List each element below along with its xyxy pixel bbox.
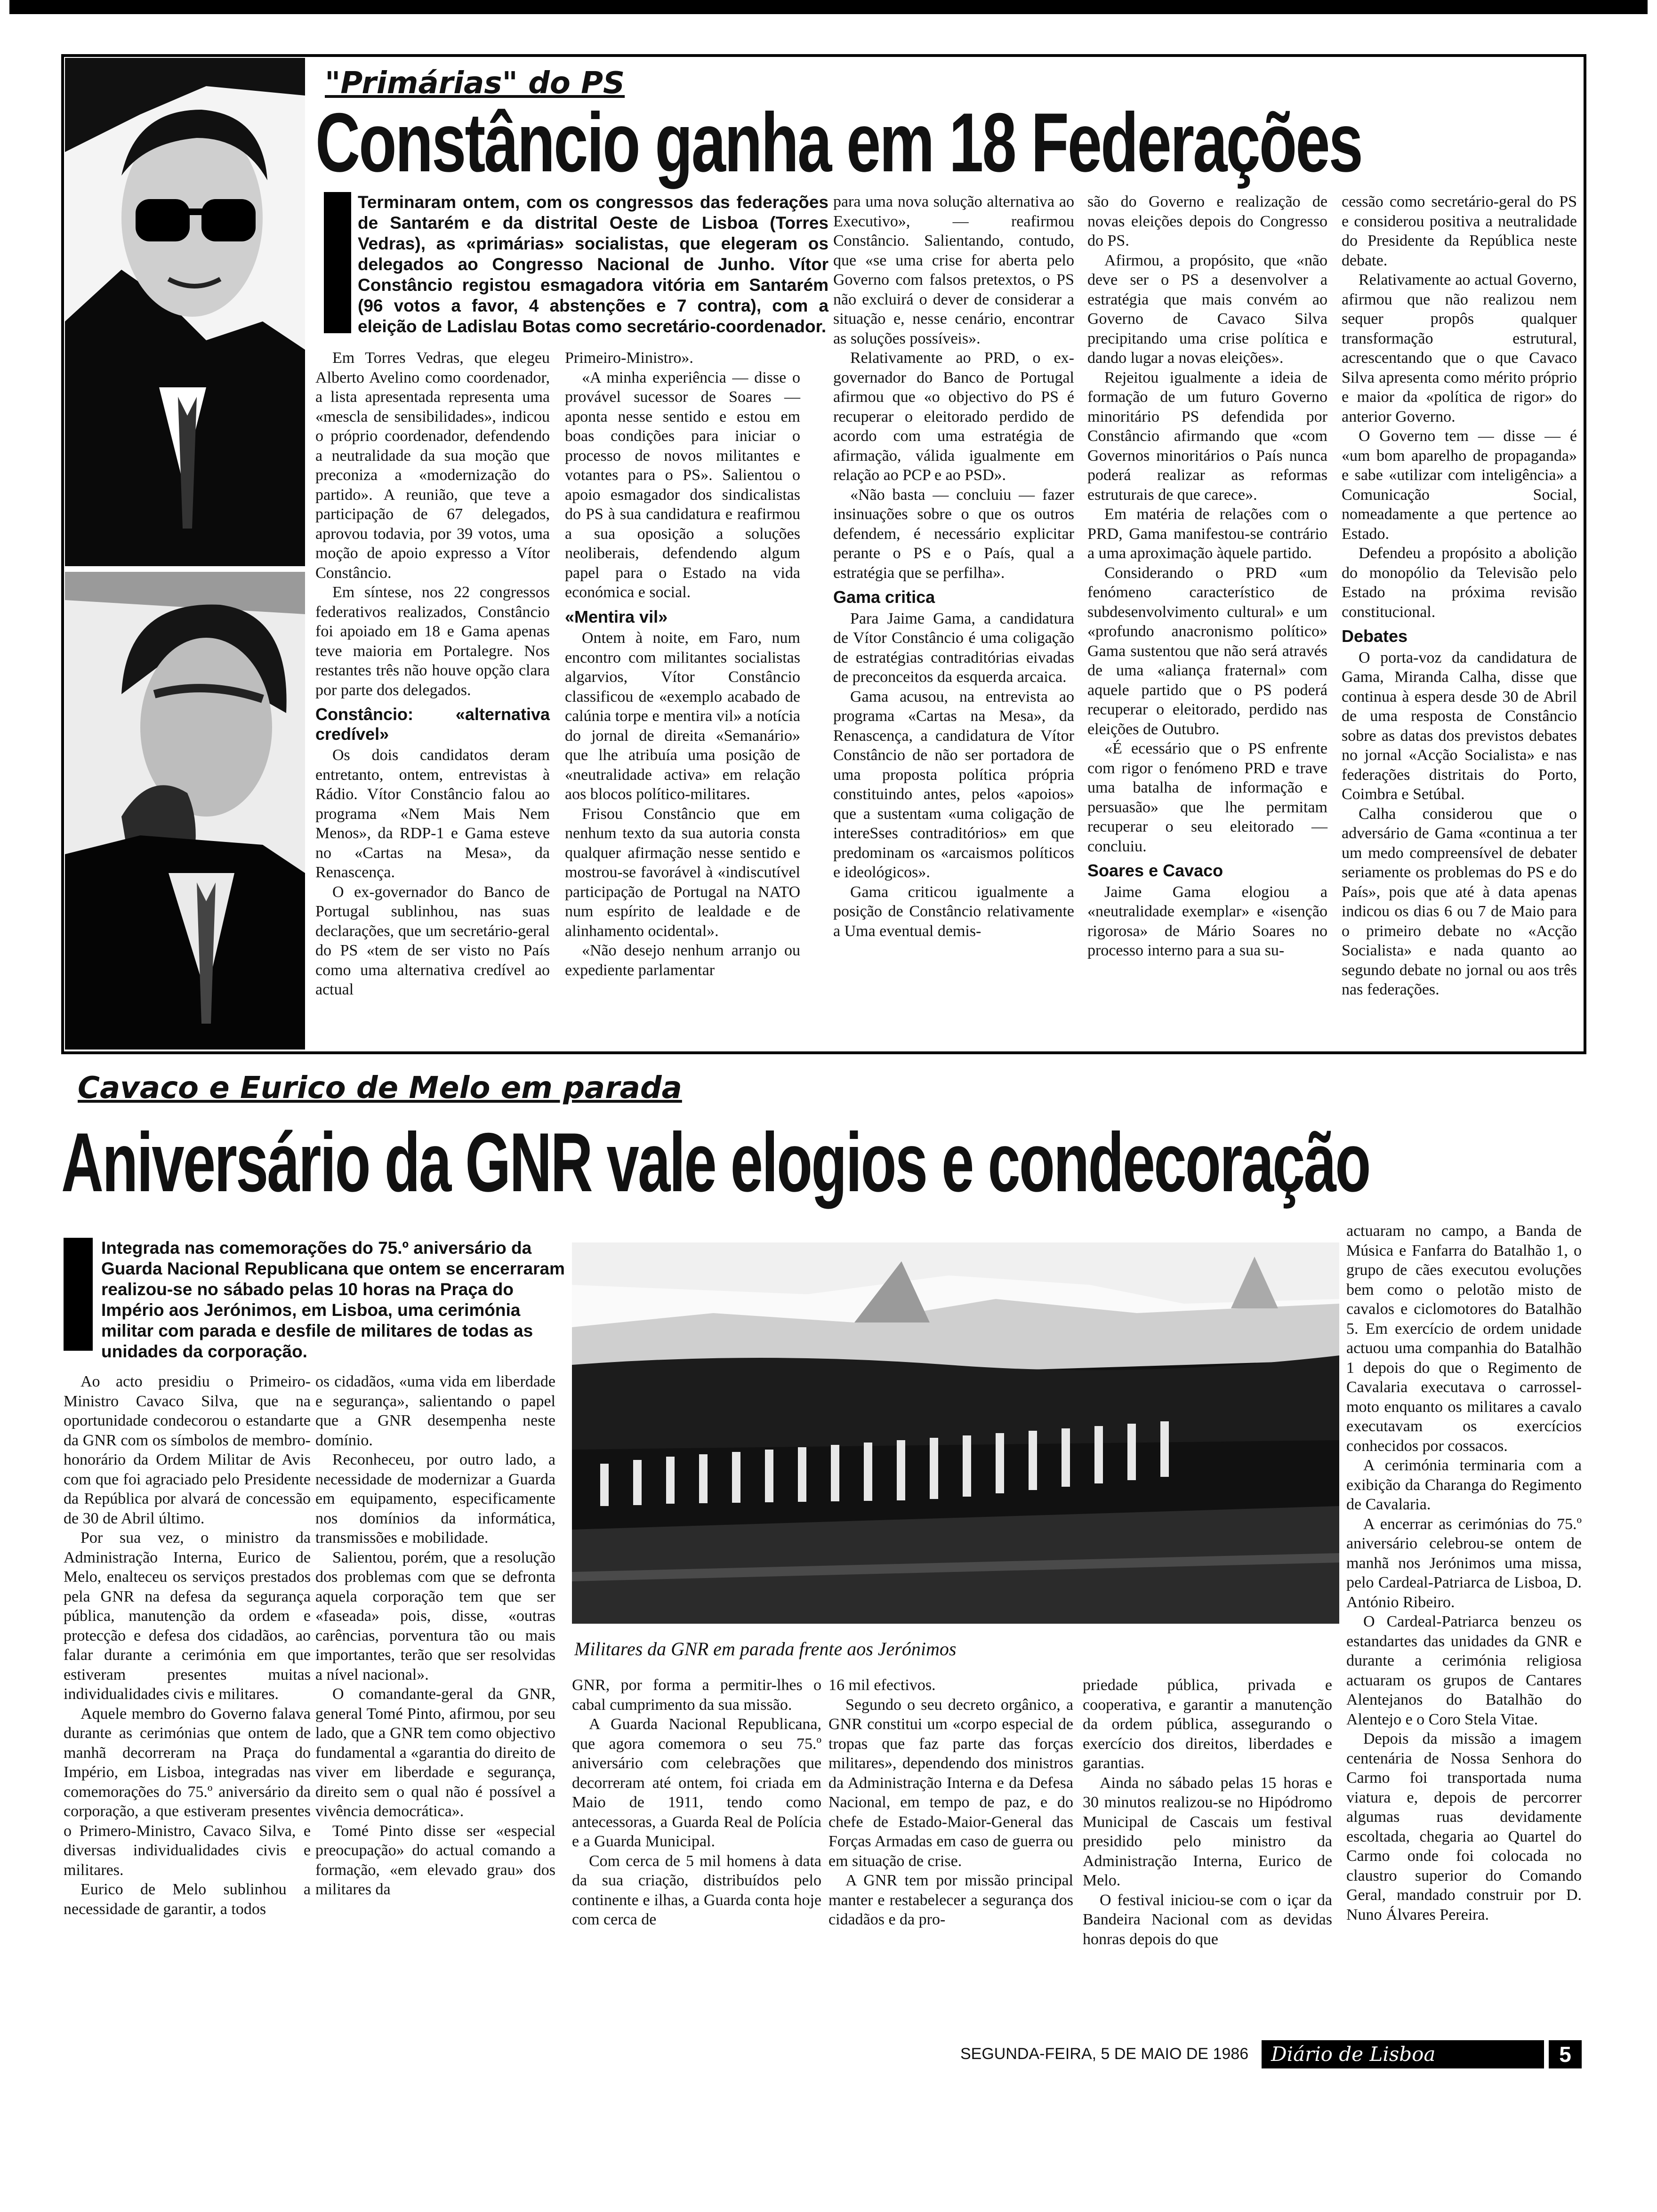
- article2-kicker: Cavaco e Eurico de Melo em parada: [78, 1071, 682, 1106]
- article1-column-1: [315, 348, 550, 1000]
- paragraph: Afirmou, a propósito, que «não deve ser o PS a desenvolver a estratégia que mais convém ao Governo de Cavaco Silva precipitando uma crise política e dando lugar a novas eleições».: [1087, 251, 1327, 367]
- paragraph: Relativamente ao actual Governo, afirmou que não realizou nem sequer propôs qualquer transformação estrutural, acrescentando que o que Cavaco Silva apresenta como mérito próprio e maior da «política de rigor» do anterior Governo.: [1342, 271, 1577, 425]
- paragraph: O porta-voz da candidatura de Gama, Miranda Calha, disse que continua à espera desde 30 de Abril de uma resposta de Constâncio sobre as datas dos previstos debates no jornal «Acção Socialista» e nas federações distritais do Porto, Coimbra e Setúbal.: [1342, 649, 1577, 803]
- paragraph: A encerrar as cerimónias do 75.º aniversário celebrou-se ontem de manhã nos Jerónimos uma missa, pelo Cardeal-Patriarca de Lisboa, D. António Ribeiro.: [1346, 1515, 1582, 1611]
- paragraph: cessão como secretário-geral do PS e considerou positiva a neutralidade do Presidente da República neste debate.: [1342, 193, 1577, 269]
- portrait-photo-top: [65, 58, 305, 566]
- paragraph: Tomé Pinto disse ser «especial preocupação» do actual comando a formação, «em elevado grau» dos militares da: [315, 1822, 555, 1898]
- article2-column-5: [1083, 1675, 1332, 1949]
- subhead: Gama critica: [833, 587, 935, 607]
- paragraph: O Cardeal-Patriarca benzeu os estandartes das unidades da GNR e durante a cerimónia religiosa actuaram os grupos de Cantares Alentejanos do Batalhão do Alentejo e o Coro Stela Vitae.: [1346, 1613, 1582, 1728]
- paragraph: Considerando o PRD «um fenómeno característico de subdesenvolvimento cultural» e um «profundo anacronismo político» Gama sustentou que não será através de uma «aliança fraternal» com aquele partido que o PS poderá recuperar o eleitorado, perdido nas eleições de Outubro.: [1087, 564, 1327, 738]
- paragraph: O festival iniciou-se com o içar da Bandeira Nacional com as devidas honras depois do que: [1083, 1891, 1332, 1948]
- paragraph: Em síntese, nos 22 congressos federativos realizados, Constâncio foi apoiado em 18 e Gama apenas teve maioria em Portalegre. Nos restantes três não houve opção clara por parte dos delegados.: [315, 584, 550, 699]
- paragraph: Com cerca de 5 mil homens à data da sua criação, distribuídos pelo continente e ilhas, a Guarda conta hoje com cerca de: [572, 1852, 821, 1928]
- paragraph: são do Governo e realização de novas eleições depois do Congresso do PS.: [1087, 193, 1327, 249]
- subhead: Soares e Cavaco: [1087, 861, 1223, 880]
- paragraph: Aquele membro do Governo falava durante as cerimónias que ontem de manhã decorreram na Praça do Império, em Lisboa, integradas nas comemorações do 75.º aniversário da corporação, a que estiveram presentes o Primero-Ministro, Cavaco Silva, e diversas individualidades civis e militares.: [64, 1705, 311, 1879]
- paragraph: Para Jaime Gama, a candidatura de Vítor Constâncio é uma coligação de estratégias contraditórias eivadas de preconceitos da esquerda arcaica.: [833, 609, 1074, 686]
- portrait-photo-bottom: [65, 572, 305, 1050]
- paragraph: Rejeitou igualmente a ideia de formação de um futuro Governo minoritário PS defendida por Constâncio afirmando que «com Governos minoritários o País nunca poderá realizar as reformas estruturais de que carece».: [1087, 369, 1327, 504]
- article1-kicker: "Primárias" do PS: [325, 66, 625, 101]
- paragraph: A Guarda Nacional Republicana, que agora comemora o seu 75.º aniversário com celebrações que decorreram até ontem, foi criada em Maio de 1911, tendo como antecessoras, a Guarda Real de Polícia e a Guarda Municipal.: [572, 1715, 821, 1850]
- paragraph: Eurico de Melo sublinhou a necessidade de garantir, a todos: [64, 1881, 311, 1918]
- page-number: 5: [1559, 2042, 1571, 2067]
- footer-page-box: [1549, 2040, 1582, 2068]
- footer-date: SEGUNDA-FEIRA, 5 DE MAIO DE 1986: [960, 2045, 1249, 2063]
- subhead: Constâncio: «alternativa credível»: [315, 705, 550, 744]
- paragraph: Por sua vez, o ministro da Administração Interna, Eurico de Melo, enalteceu os serviços prestados pela GNR na defesa da segurança pública, manutenção da ordem e protecção e defesa dos cidadãos, ao falar durante a cerimónia em que estiveram presentes muitas individualidades civis e militares.: [64, 1529, 311, 1703]
- paragraph: Depois da missão a imagem centenária de Nossa Senhora do Carmo foi transportada numa viatura e, depois de percorrer algumas ruas devidamente escoltada, chegaria ao Quartel do Carmo onde foi colocada no claustro superior do Comando Geral, mandado construir por D. Nuno Álvares Pereira.: [1346, 1730, 1582, 1923]
- paragraph: Salientou, porém, que a resolução dos problemas com que se defronta aquela corporação tem que ser «faseada» pois, disse, «outras carências, porventura tão ou mais importantes, terão que ser resolvidas a nível nacional».: [315, 1548, 555, 1683]
- paragraph: Calha considerou que o adversário de Gama «continua a ter um medo compreensível de debater seriamente os problemas do PS e do País», pois que até à data apenas indicou os dias 6 ou 7 de Maio para o primeiro debate no «Acção Socialista» e nada quanto ao segundo debate no jornal ou aos três nas federações.: [1342, 805, 1577, 998]
- article2-column-2: [315, 1372, 555, 1899]
- footer-masthead-bar: [1262, 2040, 1544, 2068]
- paragraph: Ontem à noite, em Faro, num encontro com militantes socialistas algarvios, Vítor Constâncio classificou de «exemplo acabado de calúnia torpe e mentira vil» a notícia do jornal de direita «Semanário» que lhe atribuía uma posição de «neutralidade activa» em relação aos blocos político-militares.: [565, 629, 800, 803]
- paragraph: GNR, por forma a permitir-lhes o cabal cumprimento da sua missão.: [572, 1676, 821, 1714]
- article1-lead: Terminaram ontem, com os congressos das federações de Santarém e da distrital Oeste de Lisboa (Torres Vedras), as «primárias» socialistas, que elegeram os delegados ao Congresso Nacional de Junho. Vítor Constâncio registou esmagadora vitória em Santarém (96 votos a favor, 4 abstenções e 7 contra), com a eleição de Ladislau Botas como secretário-coordenador.: [358, 192, 828, 336]
- paragraph: Segundo o seu decreto orgânico, a GNR constitui um «corpo especial de tropas que faz parte das forças militares», dependendo dos ministros da Administração Interna e da Defesa Nacional, em tempo de paz, e do chefe de Estado-Maior-General das Forças Armadas em caso de guerra ou em situação de crise.: [828, 1696, 1073, 1870]
- paragraph: Jaime Gama elogiou a «neutralidade exemplar» e «isenção rigorosa» de Mário Soares no processo interno para a sua su-: [1087, 883, 1327, 959]
- article2-lead: Integrada nas comemorações do 75.º aniversário da Guarda Nacional Republicana que ontem se encerraram realizou-se no sábado pelas 10 horas na Praça do Império aos Jerónimos, em Lisboa, uma cerimónia militar com parada e desfile de militares de todas as unidades da corporação.: [101, 1238, 565, 1361]
- paragraph: A GNR tem por missão principal manter e restabelecer a segurança dos cidadãos e da pro-: [828, 1872, 1073, 1928]
- footer-masthead: Diário de Lisboa: [1271, 2043, 1436, 2066]
- paragraph: actuaram no campo, a Banda de Música e Fanfarra do Batalhão 1, o grupo de cães executou evoluções bem como o pelotão misto de cavalos e ciclomotores do Batalhão 5. Em exercício de ordem unidade actuou uma companhia do Batalhão 1 depois do que o Regimento de Cavalaria executava o carrossel-moto enquanto os militares a cavalo executavam os exercícios conhecidos por cossacos.: [1346, 1222, 1582, 1455]
- paragraph: Defendeu a propósito a abolição do monopólio da Televisão pelo Estado na próxima revisão constitucional.: [1342, 545, 1577, 621]
- paragraph: Frisou Constâncio que em nenhum texto da sua autoria consta qualquer afirmação nesse sentido e mostrou-se favorável à «indiscutível participação de Portugal na NATO num espírito de lealdade e de alinhamento ocidental».: [565, 805, 800, 940]
- article2-column-1: [64, 1372, 311, 1919]
- paragraph: «Não desejo nenhum arranjo ou expediente parlamentar: [565, 942, 800, 979]
- subhead: Debates: [1342, 626, 1408, 646]
- paragraph: Ao acto presidiu o Primeiro-Ministro Cavaco Silva, que na oportunidade condecorou o estandarte da GNR com os símbolos de membro-honorário da Ordem Militar de Avis com que foi agraciado pelo Presidente da República por alvará de concessão de 30 de Abril último.: [64, 1373, 311, 1527]
- paragraph: A cerimónia terminaria com a exibição da Charanga do Regimento de Cavalaria.: [1346, 1457, 1582, 1513]
- paragraph: 16 mil efectivos.: [828, 1676, 936, 1694]
- paragraph: Relativamente ao PRD, o ex-governador do Banco de Portugal afirmou que «o objectivo do PS é recuperar o eleitorado perdido de acordo com uma estratégia de afirmação, válida igualmente em relação ao PCP e ao PSD».: [833, 349, 1074, 484]
- article1-column-4: [1087, 192, 1327, 961]
- paragraph: para uma nova solução alternativa ao Executivo», — reafirmou Constâncio. Salientando, contudo, que «se uma crise for aberta pelo Governo com falsos pretextos, o PS não excluirá o dever de considerar a situação e, nesse cenário, encontrar as soluções possíveis».: [833, 193, 1074, 347]
- article2-headline: Aniversário da GNR vale elogios e condecoração: [61, 1115, 1370, 1209]
- article1-column-3: [833, 192, 1074, 941]
- article1-column-2: [565, 348, 800, 980]
- paragraph: «A minha experiência — disse o provável sucessor de Soares — aponta nesse sentido e estou em boas condições para iniciar o processo de novos militantes e votantes para o PS». Salientou o apoio esmagador dos sindicalistas do PS à sua candidatura e reafirmou a sua oposição a soluções neoliberais, defendendo algum papel para o Estado na vida económica e social.: [565, 369, 800, 601]
- paragraph: Gama acusou, na entrevista ao programa «Cartas na Mesa», da Renascença, a candidatura de Vítor Constâncio de não ser portadora de uma proposta política própria constituindo antes, pelos «apoios» que a sustentam «uma coligação de intereSses contraditórios» em que predominam os «arcaismos políticos e ideológicos».: [833, 688, 1074, 881]
- paragraph: «Não basta — concluiu — fazer insinuações sobre o que os outros defendem, é necessário explicitar perante o PS e o País, qual a estratégia que se perfilha».: [833, 486, 1074, 582]
- paragraph: «É ecessário que o PS enfrente com rigor o fenómeno PRD e trave uma batalha de informação e persuasão» que lhe permitam recuperar o seu eleitorado — concluiu.: [1087, 740, 1327, 855]
- paragraph: os cidadãos, «uma vida em liberdade e segurança», salientando o papel que a GNR desempenha neste domínio.: [315, 1373, 555, 1449]
- article2-dropcap: [64, 1238, 93, 1351]
- paragraph: Ainda no sábado pelas 15 horas e 30 minutos realizou-se no Hipódromo Municipal de Cascais um festival presidido pelo ministro da Administração Interna, Eurico de Melo.: [1083, 1774, 1332, 1889]
- paragraph: Em Torres Vedras, que elegeu Alberto Avelino como coordenador, a lista apresentada representa uma «mescla de sensibilidades», indicou o próprio coordenador, defendendo a neutralidade da sua moção que preconiza a «modernização do partido». A reunião, que teve a participação de 67 delegados, aprovou todavia, por 39 votos, uma moção de apoio expresso a Vítor Constâncio.: [315, 349, 550, 582]
- article2-column-3: [572, 1675, 821, 1930]
- photo-caption: Militares da GNR em parada frente aos Jerónimos: [574, 1638, 957, 1659]
- subhead: «Mentira vil»: [565, 607, 668, 626]
- paragraph: Em matéria de relações com o PRD, Gama manifestou-se contrário a uma aproximação àquele partido.: [1087, 505, 1327, 562]
- top-border: [9, 0, 1648, 14]
- paragraph: O comandante-geral da GNR, general Tomé Pinto, afirmou, por seu lado, que a GNR tem como objectivo fundamental a «garantia do direito de viver em liberdade e segurança, direito sem o qual não é possível a vivência democrática».: [315, 1685, 555, 1820]
- paragraph: priedade pública, privada e cooperativa, e garantir a manutenção da ordem pública, assegurando o exercício dos direitos, liberdades e garantias.: [1083, 1676, 1332, 1772]
- paragraph: Primeiro-Ministro».: [565, 349, 693, 367]
- paragraph: Gama criticou igualmente a posição de Constâncio relativamente a Uma eventual demis-: [833, 883, 1074, 940]
- paragraph: Os dois candidatos deram entretanto, ontem, entrevistas à Rádio. Vítor Constâncio falou ao programa «Nem Mais Nem Menos», da RDP-1 e Gama esteve no «Cartas na Mesa», da Renascença.: [315, 746, 550, 881]
- article1-headline: Constâncio ganha em 18 Federações: [315, 96, 1362, 189]
- paragraph: O Governo tem — disse — é «um bom aparelho de propaganda» e sabe «utilizar com inteligência» a Comunicação Social, nomeadamente a que pertence ao Estado.: [1342, 427, 1577, 543]
- article2-column-4: [828, 1675, 1073, 1930]
- paragraph: Reconheceu, por outro lado, a necessidade de modernizar a Guarda em equipamento, especificamente nos domínios da informática, transmissões e mobilidade.: [315, 1451, 555, 1547]
- gnr-parade-photo: [572, 1242, 1339, 1624]
- paragraph: O ex-governador do Banco de Portugal sublinhou, nas suas declarações, que um secretário-geral do PS «tem de ser visto no País como uma alternativa credível ao actual: [315, 883, 550, 998]
- article1-column-5: [1342, 192, 1577, 1000]
- article1-dropcap: [324, 192, 351, 333]
- article2-column-6: [1346, 1221, 1582, 1924]
